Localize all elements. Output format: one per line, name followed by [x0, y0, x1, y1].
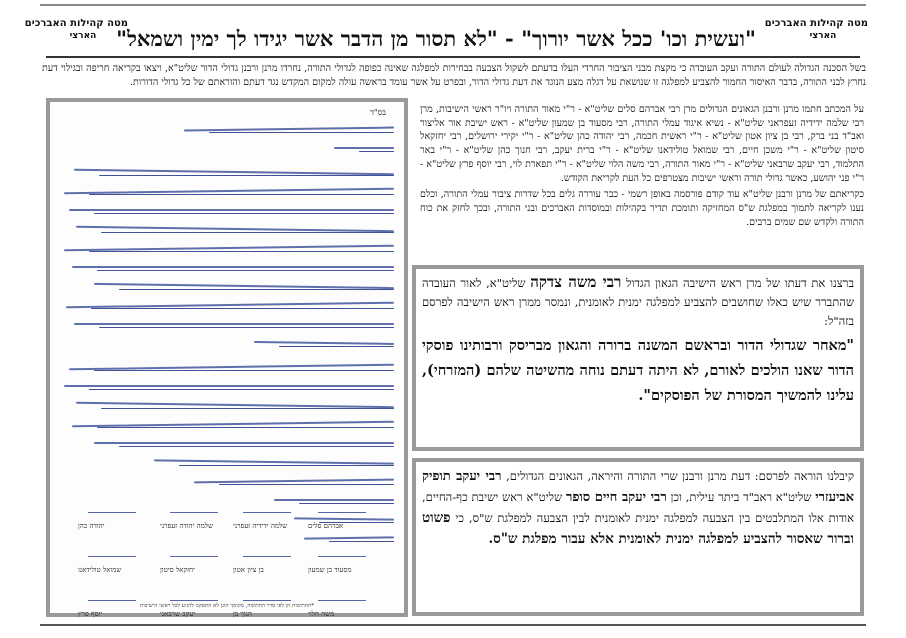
signatories-paragraph: על המכתב חתמו מרנן ורבנן הגאונים הגדולים מרן רבי אברהם סלים שליט"א - ר"י מאור התורה ויו"ר ראשי הישיבות, מרן רבי שלמה ידידיה זעפראני שליט"א - נשיא איגוד עמלי התורה, רבי מסעוד בן שמעון שליט"א - ראש ישיבת אור אליצור ואב"ד בני ברק, רבי בן ציון אטון שליט"א - ר"י ראשית חכמה, רבי יהודה כהן שליט"א - ר"י יקירי ירושלים, רבי יחזקאל סיטון שליט"א - ר"י משכן חיים, רבי שמואל טולידאנו שליט"א - ר"י ברית יעקב, רבי חנוך כהן שליט"א - ר"י באר התלמוד, רבי יעקב שרבאני שליט"א - ר"י מאור התורה, רבי משה הלוי שליט"א - ר"י תפארת לוי, רבי יוסף פרץ שליט"א - ר"י פני יהושע, כאשר גדולי תורה וראשי ישיבות מצטרפים כל העת לקריאת הקודש.: [420, 104, 864, 184]
handwriting-stroke: [299, 503, 394, 504]
signature-scribble: [88, 600, 136, 601]
page-headline: "ועשית וכו' ככל אשר יורוך" - "לא תסור מן הדבר אשר יגידו לך ימין ושמאל": [116, 26, 756, 51]
handwriting-stroke: [99, 175, 394, 176]
seal-title: מטה קהילות האברכים: [24, 18, 128, 29]
handwritten-letter-image: [46, 98, 408, 617]
signature-scribble: [318, 556, 366, 557]
signature-scribble: [170, 556, 218, 557]
handwriting-stroke: [94, 442, 394, 444]
signature-scribble: [88, 512, 136, 513]
handwriting-stroke: [304, 536, 394, 539]
handwriting-stroke: [97, 270, 394, 271]
handwriting-stroke: [274, 499, 394, 501]
handwriting-stroke: [209, 132, 394, 133]
handwriting-stroke: [74, 323, 394, 325]
signature-scribble: [170, 600, 218, 601]
box1-lead-post: שליט"א, לאור העובדה שהתברר שיש כאלו שחושבים להצביע למפלגה ימנית לאומנית, ונמסר ממרן ראש הישיבה לפרסם בזה"ל:: [422, 276, 854, 328]
headline-rule: [46, 56, 860, 58]
signature-scribble: [243, 556, 291, 557]
handwriting-stroke: [219, 484, 394, 485]
signature-name: יהודה כהן: [78, 522, 105, 530]
signature-name: אברהם סלים: [308, 522, 344, 530]
box2-conclusion: פשוט וברור שאסור להצביע למפלגה ימנית לאומנית אלא עבור מפלגת ש"ס.: [422, 510, 854, 547]
handwriting-stroke: [97, 427, 394, 428]
box2-rabbi-name-1: רבי יעקב תופיק אביעזרי: [422, 469, 855, 505]
handwriting-stroke: [101, 232, 394, 233]
signature-name: יעקב שרבאני: [160, 610, 196, 618]
signature-name: הנוך בן: [233, 610, 252, 618]
box1-lead: [422, 273, 854, 331]
signature-name: יחזקאל סיטון: [160, 566, 195, 574]
signature-scribble: [243, 600, 291, 601]
handwriting-stroke: [194, 479, 394, 484]
signature-name: יוסף פרץ: [78, 610, 103, 618]
handwriting-stroke: [334, 147, 394, 149]
handwriting-stroke: [101, 408, 394, 409]
handwriting-stroke: [94, 370, 394, 371]
handwriting-stroke: [72, 266, 394, 268]
handwriting-stroke: [94, 213, 394, 214]
signatories-column: [420, 103, 864, 232]
box1-lead-pre: ברצנו את דעתו של מרן ראש הישיבה הגאון הגדול: [626, 276, 854, 290]
handwriting-stroke: [254, 341, 394, 345]
signature-name: שלמה יהודה זעפרני: [160, 522, 214, 530]
handwriting-stroke: [69, 209, 394, 211]
signature-scribble: [170, 512, 218, 513]
rabbis-instruction-box: [412, 458, 864, 616]
handwriting-stroke: [89, 194, 394, 195]
signature-scribble: [88, 556, 136, 557]
signature-scribble: [318, 600, 366, 601]
signature-name: שמואל טולידאנו: [78, 566, 122, 574]
handwriting-stroke: [99, 327, 394, 328]
bottom-rule: [40, 624, 866, 626]
handwriting-stroke: [179, 465, 394, 466]
handwriting-stroke: [279, 346, 394, 347]
seal-title: מטה קהילות האברכים: [764, 18, 868, 29]
signature-scribble: [243, 512, 291, 513]
handwriting-stroke: [64, 385, 394, 387]
handwriting-stroke: [89, 251, 394, 252]
handwriting-stroke: [119, 446, 394, 447]
box2-mid-1: שליט"א ראב"ד ביתר עילית, וכן: [670, 490, 812, 504]
handwriting-stroke: [119, 289, 394, 290]
handwriting-stroke: [154, 459, 394, 464]
signature-scribble: [318, 512, 366, 513]
letter-footnote: *החתימות הן לפי סדר החתימה, מקומך הוגן לא התסקנו להגיע לכל ראשי הישיבות: [140, 603, 314, 609]
organization-seal-right: [764, 18, 868, 58]
call-paragraph: כקריאתם של מרנן ורבנן שליט"א עוד קודם פורסמה באופן רשמי - כבר עוררה גלים בכל שדרות ציבור עמלי התורה, וכלם נענו לקריאה לתמוך במפלגת ש"ס המחזיקה ותומכת תדיר בקהילות ובמוסדות האברכים ובני התורה, ובכך לחזק את כוח התורה ולקדש שם שמים ברבים.: [420, 189, 864, 228]
signature-name: מסעוד בן שמעון: [308, 566, 352, 574]
handwriting-stroke: [294, 517, 394, 520]
intro-paragraph: בשל הסכנה הגדולה לעולם התורה ועקב העובדה כי מקצת מבני הציבור החרדי העלו בדעתם לשקול הצבעה בבחירות למפלגה שאינה כפופה לגדולי התורה, נחרדו מרנן ורבנן גדולי הדור שליט"א, ויצאו בקריאה חריפה ובגילוי דעת נחרץ לבני התורה, בדבר האיסור החמור להצביע למפלגה זו שנושאת על דגלה מצע הנוגד את דעת גדולי הדור, ובפרט על אשר עומד בראשה עולה למקום המקדש נגד דעתם והוראתם של כל גדולי הדורות.: [42, 63, 866, 88]
handwriting-stroke: [329, 541, 394, 542]
organization-seal-left: [24, 18, 128, 58]
signature-name: שלמה ידידיה זעפרני: [233, 522, 288, 530]
box2-rabbi-name-2: רבי יעקב חיים סופר: [565, 490, 667, 505]
box2-mid-2: שליט"א ראש ישיבת כף-החיים, אודות אלו המתלבטים בין הצבעה למפלגה ימנית לאומנית לבין הצבעה למפלגת ש"ס, כי: [422, 490, 854, 525]
top-rule: [40, 4, 866, 6]
box1-quote: "מאחר שגדולי הדור ובראשם המשנה ברורה והגאון מבריסק ורבותינו פוסקי הדור שאנו הולכים לאורם, לא היתה דעתם נוחה מהשיטה שלהם (המזרחי), עלינו להמשיך המסורת של הפוסקים".: [422, 337, 854, 404]
handwriting-stroke: [91, 308, 394, 309]
signature-name: משה הלוי: [308, 610, 335, 618]
rabbi-tzedaka-box: [412, 265, 864, 451]
box2-intro: קיבלנו הוראה לפרסם: דעת מרנן ורבנן שרי התורה והיראה, הגאונים הגדולים,: [506, 469, 854, 483]
handwriting-stroke: [89, 389, 394, 390]
signature-name: בן ציון אטון: [233, 566, 264, 574]
box1-rabbi-name: רבי משה צדקה: [530, 273, 622, 291]
seal-subtitle: הארצי: [809, 31, 837, 41]
handwriting-stroke: [359, 151, 394, 152]
seal-subtitle: הארצי: [69, 31, 97, 41]
handwriting-stroke: [184, 127, 394, 132]
letter-opening: בס"ד: [370, 108, 386, 117]
